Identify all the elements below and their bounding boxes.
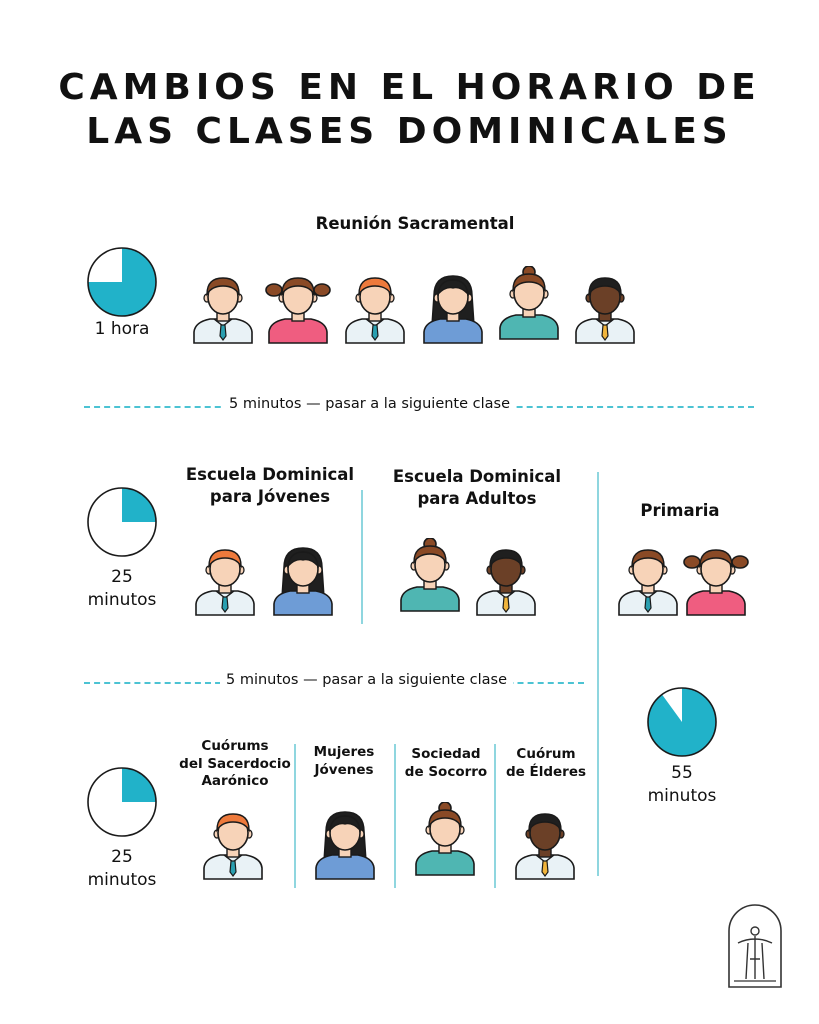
sunday-school-duration: 25 minutos	[87, 567, 157, 610]
class-divider-3	[494, 744, 496, 888]
girl-pigtails-avatar	[265, 270, 331, 344]
class-divider-1	[294, 744, 296, 888]
page-title-line-2: LAS CLASES DOMINICALES	[86, 111, 733, 152]
man-dark-skin-avatar	[512, 806, 578, 880]
class-divider-2	[394, 744, 396, 888]
boy-orange-hair-avatar	[342, 270, 408, 344]
classes-duration: 25 minutos	[87, 847, 157, 890]
boy-brown-hair-avatar	[615, 542, 681, 616]
woman-bun-avatar	[412, 802, 478, 876]
sacrament-clock-icon	[86, 246, 158, 318]
primary-divider-vertical	[597, 472, 599, 876]
christus-logo-icon	[726, 903, 784, 989]
primary-duration: 55 minutos	[647, 763, 717, 806]
sunday-school-clock-icon	[86, 486, 158, 558]
aaronic-priesthood-heading: Cuórums del Sacerdocio Aarónico	[179, 738, 291, 790]
man-dark-skin-avatar	[473, 542, 539, 616]
sacrament-duration: 1 hora	[94, 319, 150, 339]
primary-clock-icon	[646, 686, 718, 758]
elders-quorum-heading: Cuórum de Élderes	[505, 746, 587, 780]
woman-long-hair-avatar	[420, 270, 486, 344]
separator-text-1: 5 minutos — pasar a la siguiente clase	[223, 396, 516, 412]
classes-clock-icon	[86, 766, 158, 838]
girl-pigtails-avatar	[683, 542, 749, 616]
woman-bun-avatar	[496, 266, 562, 340]
boy-orange-hair-avatar	[192, 542, 258, 616]
boy-brown-hair-avatar	[190, 270, 256, 344]
page-title-line-1: CAMBIOS EN EL HORARIO DE	[58, 67, 761, 108]
separator-text-2: 5 minutos — pasar a la siguiente clase	[220, 672, 513, 688]
man-dark-skin-avatar	[572, 270, 638, 344]
woman-long-hair-avatar	[270, 542, 336, 616]
primary-heading: Primaria	[640, 501, 720, 520]
adult-sunday-school-heading: Escuela Dominical para Adultos	[392, 467, 562, 509]
woman-long-hair-avatar	[312, 806, 378, 880]
woman-bun-avatar	[397, 538, 463, 612]
youth-sunday-school-heading: Escuela Dominical para Jóvenes	[185, 465, 355, 507]
divider-vertical	[361, 490, 363, 624]
young-women-heading: Mujeres Jóvenes	[313, 744, 375, 778]
boy-orange-hair-avatar	[200, 806, 266, 880]
sacrament-heading: Reunión Sacramental	[315, 214, 515, 233]
relief-society-heading: Sociedad de Socorro	[404, 746, 488, 780]
